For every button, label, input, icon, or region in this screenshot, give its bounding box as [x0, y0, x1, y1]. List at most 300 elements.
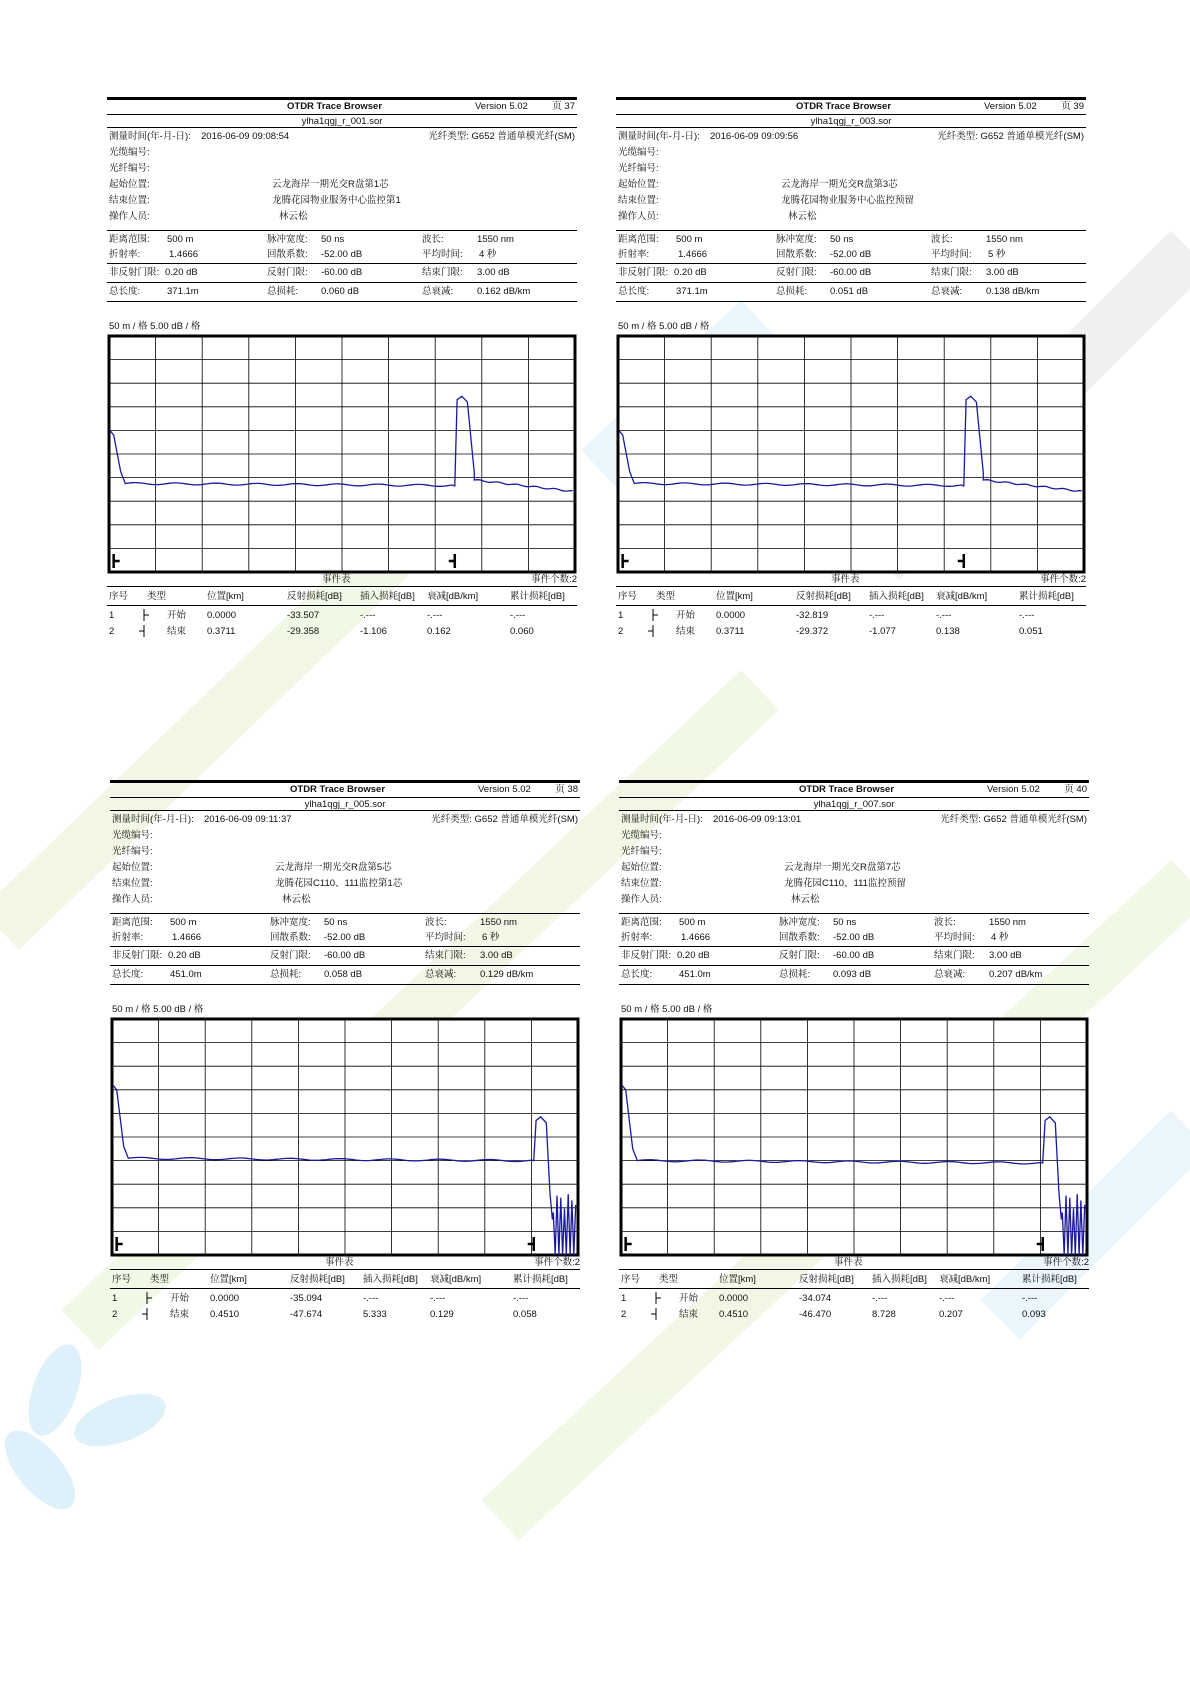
- fiber-id-label: 光纤编号:: [621, 846, 662, 857]
- column-header: 位置[km]: [207, 591, 244, 602]
- event-table-body: [619, 1289, 1089, 1321]
- column-header: 类型: [656, 591, 676, 602]
- range-value: 500 m: [167, 234, 194, 245]
- chart-scale: 50 m / 格 5.00 dB / 格: [621, 1004, 713, 1015]
- nonrefl-threshold-label: 非反射门限:: [618, 267, 669, 278]
- chart-scale: 50 m / 格 5.00 dB / 格: [618, 321, 710, 332]
- start-event-icon: [138, 609, 150, 621]
- start-event-icon: [647, 609, 659, 621]
- app-title: OTDR Trace Browser: [796, 101, 892, 112]
- pulse-value: 50 ns: [830, 234, 854, 245]
- event-att: 0.162: [427, 626, 451, 637]
- page-number: 页 38: [555, 784, 578, 795]
- column-header: 累计损耗[dB]: [510, 591, 565, 602]
- time-label: 测量时间(年-月-日):: [109, 131, 191, 142]
- ior-value: 1.4666: [172, 932, 202, 943]
- chart-scale: 50 m / 格 5.00 dB / 格: [112, 1004, 204, 1015]
- event-pos: 0.4510: [210, 1309, 240, 1320]
- total-loss-value: 0.051 dB: [830, 286, 869, 297]
- event-pos: 0.0000: [210, 1293, 240, 1304]
- event-table-body: [107, 606, 577, 638]
- avg-time-label: 平均时间:: [931, 249, 972, 260]
- pulse-label: 脉冲宽度:: [267, 234, 308, 245]
- event-count: 事件个数:2: [534, 1257, 580, 1268]
- thresholds-row: [619, 947, 1089, 966]
- file-name: ylha1qgj_r_001.sor: [107, 115, 577, 128]
- fiber-id-label: 光纤编号:: [618, 163, 659, 174]
- event-table-body: [110, 1289, 580, 1321]
- refl-threshold-label: 反射门限:: [776, 267, 817, 278]
- event-cum: -.---: [510, 610, 526, 621]
- pulse-value: 50 ns: [324, 917, 348, 928]
- operator-label: 操作人员:: [621, 894, 662, 905]
- fiber-type: 光纤类型: G652 普通单模光纤(SM): [940, 814, 1087, 825]
- end-threshold-label: 结束门限:: [425, 950, 466, 961]
- refl-threshold-label: 反射门限:: [267, 267, 308, 278]
- chart-scale: 50 m / 格 5.00 dB / 格: [109, 321, 201, 332]
- end-location-label: 结束位置:: [618, 195, 659, 206]
- app-title: OTDR Trace Browser: [290, 784, 386, 795]
- total-attenuation-label: 总衰减:: [422, 286, 454, 297]
- event-att: -.---: [936, 610, 952, 621]
- column-header: 插入损耗[dB]: [872, 1274, 927, 1285]
- event-ins: -.---: [363, 1293, 379, 1304]
- report-header: [107, 97, 577, 115]
- totals-row: [110, 966, 580, 985]
- total-length-label: 总长度:: [109, 286, 141, 297]
- parameters-block: [110, 914, 580, 947]
- ior-value: 1.4666: [169, 249, 199, 260]
- nonrefl-threshold-value: 0.20 dB: [168, 950, 201, 961]
- operator-label: 操作人员:: [109, 211, 150, 222]
- start-event-icon: [650, 1292, 662, 1304]
- event-row: [110, 1289, 580, 1305]
- page-number: 页 39: [1061, 101, 1084, 112]
- backscatter-label: 回散系数:: [779, 932, 820, 943]
- operator: 林云松: [279, 211, 308, 222]
- parameters-block: [107, 231, 577, 264]
- otdr-trace-chart: [107, 334, 577, 574]
- page-number: 页 37: [552, 101, 575, 112]
- start-event-icon: [141, 1292, 153, 1304]
- total-attenuation-label: 总衰减:: [934, 969, 966, 980]
- event-type: 结束: [676, 626, 696, 637]
- total-loss-label: 总损耗:: [267, 286, 299, 297]
- refl-threshold-value: -60.00 dB: [830, 267, 872, 278]
- event-no: 2: [109, 626, 115, 637]
- range-label: 距离范围:: [621, 917, 662, 928]
- ior-value: 1.4666: [678, 249, 708, 260]
- event-table-header: [619, 1257, 1089, 1270]
- measurement-time: 2016-06-09 09:08:54: [201, 131, 290, 142]
- start-location-label: 起始位置:: [112, 862, 153, 873]
- totals-row: [616, 283, 1086, 302]
- total-loss-value: 0.093 dB: [833, 969, 872, 980]
- wavelength-label: 波长:: [934, 917, 956, 928]
- total-length-label: 总长度:: [112, 969, 144, 980]
- event-table-columns: [616, 587, 1086, 606]
- end-location-label: 结束位置:: [109, 195, 150, 206]
- total-loss-label: 总损耗:: [776, 286, 808, 297]
- event-refl: -46.470: [799, 1309, 832, 1320]
- event-table-title: 事件表: [325, 1257, 354, 1268]
- thresholds-row: [616, 264, 1086, 283]
- range-label: 距离范围:: [618, 234, 659, 245]
- event-type: 开始: [170, 1293, 190, 1304]
- total-loss-label: 总损耗:: [270, 969, 302, 980]
- cable-id-label: 光缆编号:: [112, 830, 153, 841]
- nonrefl-threshold-value: 0.20 dB: [165, 267, 198, 278]
- end-location: 龙腾花园C110、111监控第1芯: [275, 878, 403, 889]
- ior-label: 折射率:: [618, 249, 650, 260]
- refl-threshold-label: 反射门限:: [270, 950, 311, 961]
- event-ins: -.---: [360, 610, 376, 621]
- event-cum: -.---: [1022, 1293, 1038, 1304]
- event-table-body: [616, 606, 1086, 638]
- event-row: [616, 622, 1086, 638]
- end-location-label: 结束位置:: [112, 878, 153, 889]
- avg-time-value: 5 秒: [988, 249, 1006, 260]
- totals-row: [107, 283, 577, 302]
- end-location: 龙腾花园C110、111监控预留: [784, 878, 906, 889]
- ior-label: 折射率:: [109, 249, 141, 260]
- fiber-id-label: 光纤编号:: [109, 163, 150, 174]
- event-table-header: [616, 574, 1086, 587]
- column-header: 插入损耗[dB]: [363, 1274, 418, 1285]
- column-header: 类型: [659, 1274, 679, 1285]
- column-header: 序号: [618, 591, 638, 602]
- end-event-icon: [141, 1308, 153, 1320]
- start-location: 云龙海岸一期光交R盘第7芯: [784, 862, 901, 873]
- operator-label: 操作人员:: [618, 211, 659, 222]
- event-count: 事件个数:2: [531, 574, 577, 585]
- column-header: 插入损耗[dB]: [869, 591, 924, 602]
- end-location: 龙腾花园物业服务中心监控预留: [781, 195, 915, 206]
- nonrefl-threshold-label: 非反射门限:: [621, 950, 672, 961]
- refl-threshold-value: -60.00 dB: [324, 950, 366, 961]
- pulse-label: 脉冲宽度:: [779, 917, 820, 928]
- time-label: 测量时间(年-月-日):: [618, 131, 700, 142]
- event-ins: -1.106: [360, 626, 387, 637]
- total-length-label: 总长度:: [621, 969, 653, 980]
- backscatter-value: -52.00 dB: [321, 249, 363, 260]
- event-type: 开始: [679, 1293, 699, 1304]
- report-header: [110, 780, 580, 798]
- event-no: 1: [112, 1293, 118, 1304]
- range-value: 500 m: [170, 917, 197, 928]
- event-no: 2: [112, 1309, 118, 1320]
- event-att: -.---: [427, 610, 443, 621]
- cable-id-label: 光缆编号:: [621, 830, 662, 841]
- backscatter-label: 回散系数:: [267, 249, 308, 260]
- otdr-trace-chart: [616, 334, 1086, 574]
- column-header: 序号: [112, 1274, 132, 1285]
- event-type: 结束: [679, 1309, 699, 1320]
- event-refl: -29.372: [796, 626, 829, 637]
- column-header: 衰减[dB/km]: [939, 1274, 991, 1285]
- total-length-value: 451.0m: [170, 969, 202, 980]
- ior-value: 1.4666: [681, 932, 711, 943]
- event-refl: -33.507: [287, 610, 320, 621]
- file-name: ylha1qgj_r_003.sor: [616, 115, 1086, 128]
- pulse-label: 脉冲宽度:: [270, 917, 311, 928]
- start-location-label: 起始位置:: [109, 179, 150, 190]
- otdr-trace-chart: [619, 1017, 1089, 1257]
- watermark-flower-icon: [0, 1337, 173, 1521]
- wavelength-value: 1550 nm: [480, 917, 517, 928]
- column-header: 插入损耗[dB]: [360, 591, 415, 602]
- event-att: 0.207: [939, 1309, 963, 1320]
- event-ins: -.---: [869, 610, 885, 621]
- avg-time-value: 6 秒: [482, 932, 500, 943]
- event-type: 结束: [167, 626, 187, 637]
- event-att: 0.138: [936, 626, 960, 637]
- event-row: [107, 606, 577, 622]
- end-event-icon: [138, 625, 150, 637]
- column-header: 反射损耗[dB]: [287, 591, 342, 602]
- operator: 林云松: [791, 894, 820, 905]
- operator: 林云松: [788, 211, 817, 222]
- cable-id-label: 光缆编号:: [109, 147, 150, 158]
- end-threshold-label: 结束门限:: [931, 267, 972, 278]
- event-cum: -.---: [513, 1293, 529, 1304]
- event-cum: 0.058: [513, 1309, 537, 1320]
- event-pos: 0.3711: [716, 626, 745, 637]
- total-length-value: 371.1m: [167, 286, 199, 297]
- event-refl: -35.094: [290, 1293, 323, 1304]
- event-table-columns: [107, 587, 577, 606]
- range-value: 500 m: [679, 917, 706, 928]
- total-attenuation-label: 总衰减:: [425, 969, 457, 980]
- time-label: 测量时间(年-月-日):: [112, 814, 194, 825]
- fiber-type: 光纤类型: G652 普通单模光纤(SM): [428, 131, 575, 142]
- version-label: Version 5.02: [987, 784, 1040, 795]
- start-location: 云龙海岸一期光交R盘第5芯: [275, 862, 392, 873]
- start-location: 云龙海岸一期光交R盘第1芯: [272, 179, 389, 190]
- column-header: 反射损耗[dB]: [796, 591, 851, 602]
- event-table-title: 事件表: [322, 574, 351, 585]
- fiber-type: 光纤类型: G652 普通单模光纤(SM): [431, 814, 578, 825]
- start-location-label: 起始位置:: [618, 179, 659, 190]
- measurement-time: 2016-06-09 09:13:01: [713, 814, 802, 825]
- total-loss-value: 0.060 dB: [321, 286, 360, 297]
- wavelength-label: 波长:: [931, 234, 953, 245]
- wavelength-label: 波长:: [425, 917, 447, 928]
- total-loss-value: 0.058 dB: [324, 969, 363, 980]
- end-location: 龙腾花园物业服务中心监控第1: [272, 195, 401, 206]
- backscatter-value: -52.00 dB: [830, 249, 872, 260]
- event-pos: 0.0000: [716, 610, 746, 621]
- event-table-header: [110, 1257, 580, 1270]
- event-refl: -32.819: [796, 610, 829, 621]
- total-attenuation-value: 0.162 dB/km: [477, 286, 531, 297]
- version-label: Version 5.02: [478, 784, 531, 795]
- total-length-value: 371.1m: [676, 286, 708, 297]
- pulse-value: 50 ns: [833, 917, 857, 928]
- thresholds-row: [107, 264, 577, 283]
- column-header: 序号: [621, 1274, 641, 1285]
- pulse-value: 50 ns: [321, 234, 345, 245]
- event-ins: -1.077: [869, 626, 896, 637]
- end-threshold-value: 3.00 dB: [477, 267, 510, 278]
- otdr-report-39: [616, 97, 1086, 638]
- totals-row: [619, 966, 1089, 985]
- operator-label: 操作人员:: [112, 894, 153, 905]
- column-header: 累计损耗[dB]: [513, 1274, 568, 1285]
- column-header: 位置[km]: [719, 1274, 756, 1285]
- otdr-report-38: [110, 780, 580, 1321]
- event-no: 1: [618, 610, 624, 621]
- column-header: 位置[km]: [716, 591, 753, 602]
- event-att: -.---: [939, 1293, 955, 1304]
- end-location-label: 结束位置:: [621, 878, 662, 889]
- fiber-id-label: 光纤编号:: [112, 846, 153, 857]
- ior-label: 折射率:: [112, 932, 144, 943]
- event-pos: 0.0000: [719, 1293, 749, 1304]
- event-table-columns: [619, 1270, 1089, 1289]
- parameters-block: [616, 231, 1086, 264]
- event-row: [619, 1289, 1089, 1305]
- start-location-label: 起始位置:: [621, 862, 662, 873]
- event-ins: 8.728: [872, 1309, 896, 1320]
- cable-id-label: 光缆编号:: [618, 147, 659, 158]
- measurement-info: [107, 128, 577, 231]
- event-refl: -34.074: [799, 1293, 832, 1304]
- event-pos: 0.3711: [207, 626, 236, 637]
- event-refl: -29.358: [287, 626, 320, 637]
- column-header: 反射损耗[dB]: [290, 1274, 345, 1285]
- avg-time-value: 4 秒: [479, 249, 497, 260]
- event-pos: 0.4510: [719, 1309, 749, 1320]
- event-pos: 0.0000: [207, 610, 237, 621]
- measurement-time: 2016-06-09 09:09:56: [710, 131, 799, 142]
- range-value: 500 m: [676, 234, 703, 245]
- refl-threshold-label: 反射门限:: [779, 950, 820, 961]
- event-ins: 5.333: [363, 1309, 387, 1320]
- event-count: 事件个数:2: [1043, 1257, 1089, 1268]
- event-row: [110, 1305, 580, 1321]
- avg-time-value: 4 秒: [991, 932, 1009, 943]
- column-header: 序号: [109, 591, 129, 602]
- measurement-info: [110, 811, 580, 914]
- wavelength-value: 1550 nm: [477, 234, 514, 245]
- total-loss-label: 总损耗:: [779, 969, 811, 980]
- event-table-columns: [110, 1270, 580, 1289]
- event-no: 2: [618, 626, 624, 637]
- end-event-icon: [650, 1308, 662, 1320]
- range-label: 距离范围:: [109, 234, 150, 245]
- total-attenuation-value: 0.207 dB/km: [989, 969, 1043, 980]
- app-title: OTDR Trace Browser: [799, 784, 895, 795]
- wavelength-label: 波长:: [422, 234, 444, 245]
- event-type: 结束: [170, 1309, 190, 1320]
- backscatter-value: -52.00 dB: [324, 932, 366, 943]
- event-no: 2: [621, 1309, 627, 1320]
- file-name: ylha1qgj_r_007.sor: [619, 798, 1089, 811]
- column-header: 衰减[dB/km]: [936, 591, 988, 602]
- total-attenuation-label: 总衰减:: [931, 286, 963, 297]
- event-cum: 0.093: [1022, 1309, 1046, 1320]
- column-header: 反射损耗[dB]: [799, 1274, 854, 1285]
- pulse-label: 脉冲宽度:: [776, 234, 817, 245]
- event-row: [616, 606, 1086, 622]
- otdr-report-37: [107, 97, 577, 638]
- wavelength-value: 1550 nm: [989, 917, 1026, 928]
- event-table-title: 事件表: [834, 1257, 863, 1268]
- event-row: [107, 622, 577, 638]
- report-header: [619, 780, 1089, 798]
- nonrefl-threshold-value: 0.20 dB: [674, 267, 707, 278]
- nonrefl-threshold-value: 0.20 dB: [677, 950, 710, 961]
- event-table-title: 事件表: [831, 574, 860, 585]
- file-name: ylha1qgj_r_005.sor: [110, 798, 580, 811]
- nonrefl-threshold-label: 非反射门限:: [112, 950, 163, 961]
- avg-time-label: 平均时间:: [425, 932, 466, 943]
- column-header: 累计损耗[dB]: [1019, 591, 1074, 602]
- report-header: [616, 97, 1086, 115]
- ior-label: 折射率:: [621, 932, 653, 943]
- end-threshold-label: 结束门限:: [422, 267, 463, 278]
- event-no: 1: [621, 1293, 627, 1304]
- total-length-value: 451.0m: [679, 969, 711, 980]
- event-cum: 0.060: [510, 626, 534, 637]
- backscatter-label: 回散系数:: [776, 249, 817, 260]
- event-att: -.---: [430, 1293, 446, 1304]
- measurement-info: [619, 811, 1089, 914]
- backscatter-value: -52.00 dB: [833, 932, 875, 943]
- event-ins: -.---: [872, 1293, 888, 1304]
- column-header: 类型: [150, 1274, 170, 1285]
- end-threshold-value: 3.00 dB: [986, 267, 1019, 278]
- otdr-trace-chart: [110, 1017, 580, 1257]
- otdr-report-40: [619, 780, 1089, 1321]
- event-row: [619, 1305, 1089, 1321]
- thresholds-row: [110, 947, 580, 966]
- event-count: 事件个数:2: [1040, 574, 1086, 585]
- app-title: OTDR Trace Browser: [287, 101, 383, 112]
- event-refl: -47.674: [290, 1309, 323, 1320]
- avg-time-label: 平均时间:: [934, 932, 975, 943]
- range-label: 距离范围:: [112, 917, 153, 928]
- event-cum: -.---: [1019, 610, 1035, 621]
- time-label: 测量时间(年-月-日):: [621, 814, 703, 825]
- measurement-time: 2016-06-09 09:11:37: [204, 814, 292, 825]
- total-attenuation-value: 0.138 dB/km: [986, 286, 1040, 297]
- event-type: 开始: [167, 610, 187, 621]
- end-threshold-label: 结束门限:: [934, 950, 975, 961]
- fiber-type: 光纤类型: G652 普通单模光纤(SM): [937, 131, 1084, 142]
- column-header: 衰减[dB/km]: [430, 1274, 482, 1285]
- operator: 林云松: [282, 894, 311, 905]
- end-event-icon: [647, 625, 659, 637]
- total-attenuation-value: 0.129 dB/km: [480, 969, 534, 980]
- event-att: 0.129: [430, 1309, 454, 1320]
- backscatter-label: 回散系数:: [270, 932, 311, 943]
- parameters-block: [619, 914, 1089, 947]
- page-number: 页 40: [1064, 784, 1087, 795]
- version-label: Version 5.02: [475, 101, 528, 112]
- event-type: 开始: [676, 610, 696, 621]
- measurement-info: [616, 128, 1086, 231]
- event-no: 1: [109, 610, 115, 621]
- wavelength-value: 1550 nm: [986, 234, 1023, 245]
- version-label: Version 5.02: [984, 101, 1037, 112]
- refl-threshold-value: -60.00 dB: [321, 267, 363, 278]
- avg-time-label: 平均时间:: [422, 249, 463, 260]
- event-cum: 0.051: [1019, 626, 1043, 637]
- nonrefl-threshold-label: 非反射门限:: [109, 267, 160, 278]
- end-threshold-value: 3.00 dB: [989, 950, 1022, 961]
